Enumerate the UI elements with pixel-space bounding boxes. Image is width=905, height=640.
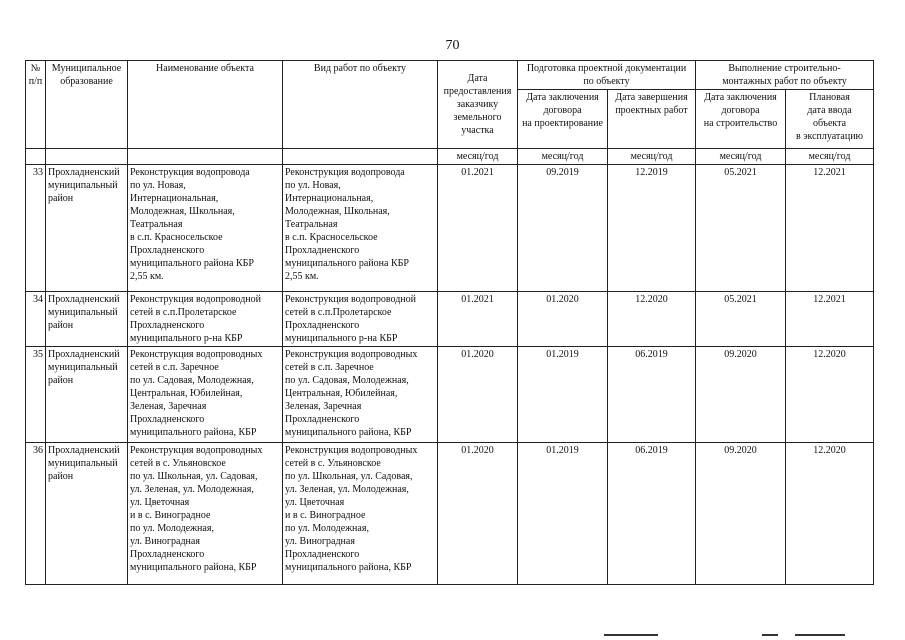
row-commissioning: 12.2020 xyxy=(786,347,874,443)
table-row xyxy=(26,347,874,443)
header-design-contract: Дата заключения договора на проектирование xyxy=(518,90,608,149)
header-commissioning: Плановая дата ввода объекта в эксплуатацию xyxy=(786,90,874,149)
scan-artifact xyxy=(762,634,778,636)
row-construction-contract: 09.2020 xyxy=(696,443,786,585)
row-land-date: 01.2020 xyxy=(438,443,518,585)
row-design-end: 12.2020 xyxy=(608,292,696,347)
units-blank-cell xyxy=(283,149,438,165)
table-row xyxy=(26,443,874,585)
row-design-end: 12.2019 xyxy=(608,165,696,292)
units-blank-cell xyxy=(26,149,46,165)
row-land-date: 01.2021 xyxy=(438,292,518,347)
row-design-end: 06.2019 xyxy=(608,347,696,443)
row-work-type: Реконструкция водопроводных сетей в с. Ульяновское по ул. Школьная, ул. Садовая, ул. Зеленая, ул. Молодежная, ул. Цветочная и в с. Виноградное по ул. Молодежная, ул. Виноградная Прохладненского муниципального района, КБР xyxy=(283,443,438,585)
row-land-date: 01.2021 xyxy=(438,165,518,292)
row-construction-contract: 05.2021 xyxy=(696,165,786,292)
scan-artifact xyxy=(795,634,845,636)
unit-label: месяц/год xyxy=(786,149,874,165)
row-object-name: Реконструкция водопроводной сетей в с.п.Пролетарское Прохладненского муниципального р-на КБР xyxy=(128,292,283,347)
construction-schedule-table xyxy=(25,60,874,585)
row-design-end: 06.2019 xyxy=(608,443,696,585)
row-commissioning: 12.2020 xyxy=(786,443,874,585)
row-num: 33 xyxy=(26,165,46,292)
row-num: 34 xyxy=(26,292,46,347)
row-commissioning: 12.2021 xyxy=(786,165,874,292)
row-construction-contract: 05.2021 xyxy=(696,292,786,347)
table-row xyxy=(26,165,874,292)
row-commissioning: 12.2021 xyxy=(786,292,874,347)
row-construction-contract: 09.2020 xyxy=(696,347,786,443)
row-object-name: Реконструкция водопроводных сетей в с. Ульяновское по ул. Школьная, ул. Садовая, ул. Зеленая, ул. Молодежная, ул. Цветочная и в с. Виноградное по ул. Молодежная, ул. Виноградная Прохладненского муниципального района, КБР xyxy=(128,443,283,585)
header-construction-group: Выполнение строительно- монтажных работ по объекту xyxy=(696,61,874,90)
header-design-group: Подготовка проектной документации по объекту xyxy=(518,61,696,90)
row-work-type: Реконструкция водопроводной сетей в с.п.Пролетарское Прохладненского муниципального р-на КБР xyxy=(283,292,438,347)
row-design-contract: 01.2020 xyxy=(518,292,608,347)
units-blank-cell xyxy=(128,149,283,165)
unit-label: месяц/год xyxy=(608,149,696,165)
row-municipality: Прохладненский муниципальный район xyxy=(46,443,128,585)
row-municipality: Прохладненский муниципальный район xyxy=(46,292,128,347)
header-num: № п/п xyxy=(26,61,46,149)
header-land-date: Дата предоставления заказчику земельного участка xyxy=(438,61,518,149)
unit-label: месяц/год xyxy=(438,149,518,165)
header-work-type: Вид работ по объекту xyxy=(283,61,438,149)
row-design-contract: 01.2019 xyxy=(518,347,608,443)
row-object-name: Реконструкция водопровода по ул. Новая, Интернациональная, Молодежная, Школьная, Театральная в с.п. Красносельское Прохладненского муниципального района КБР 2,55 км. xyxy=(128,165,283,292)
header-design-end: Дата завершения проектных работ xyxy=(608,90,696,149)
page-number: 70 xyxy=(445,38,460,53)
unit-label: месяц/год xyxy=(696,149,786,165)
row-work-type: Реконструкция водопровода по ул. Новая, Интернациональная, Молодежная, Школьная, Театральная в с.п. Красносельское Прохладненского муниципального района КБР 2,55 км. xyxy=(283,165,438,292)
header-municipality: Муниципальное образование xyxy=(46,61,128,149)
row-design-contract: 09.2019 xyxy=(518,165,608,292)
units-blank-cell xyxy=(46,149,128,165)
scan-artifact xyxy=(604,634,658,636)
row-municipality: Прохладненский муниципальный район xyxy=(46,347,128,443)
table-row xyxy=(26,292,874,347)
row-design-contract: 01.2019 xyxy=(518,443,608,585)
header-object-name: Наименование объекта xyxy=(128,61,283,149)
unit-label: месяц/год xyxy=(518,149,608,165)
row-object-name: Реконструкция водопроводных сетей в с.п. Заречное по ул. Садовая, Молодежная, Центральная, Юбилейная, Зеленая, Заречная Прохладненского муниципального района, КБР xyxy=(128,347,283,443)
row-municipality: Прохладненский муниципальный район xyxy=(46,165,128,292)
row-num: 36 xyxy=(26,443,46,585)
row-work-type: Реконструкция водопроводных сетей в с.п. Заречное по ул. Садовая, Молодежная, Центральная, Юбилейная, Зеленая, Заречная Прохладненского муниципального района, КБР xyxy=(283,347,438,443)
header-construction-contract: Дата заключения договора на строительство xyxy=(696,90,786,149)
row-land-date: 01.2020 xyxy=(438,347,518,443)
row-num: 35 xyxy=(26,347,46,443)
